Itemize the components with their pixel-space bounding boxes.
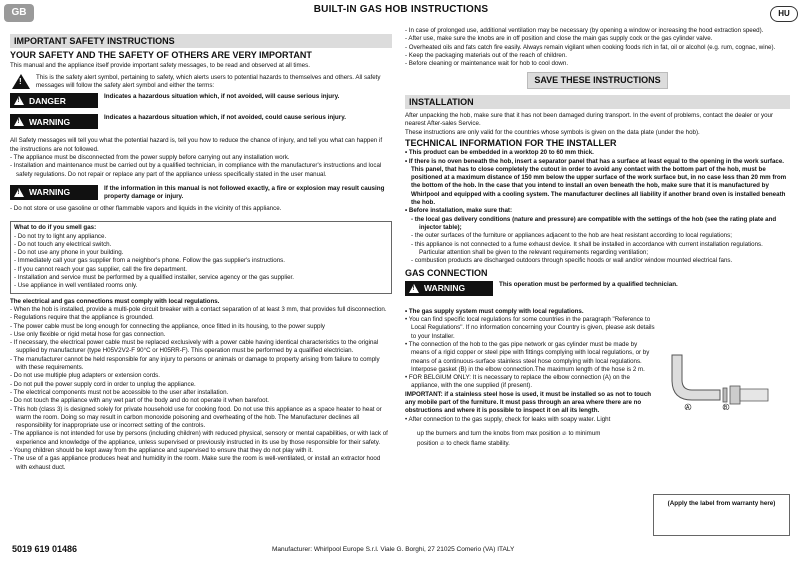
list-item-continued: to check flame stability. <box>446 440 510 448</box>
gas-smell-box <box>10 221 392 293</box>
installation-heading: INSTALLATION <box>405 95 790 109</box>
warranty-label-box: (Apply the label from warranty here) <box>653 494 790 536</box>
warning-fire-text: If the information in this manual is not followed exactly, a fire or explosion may result causing property damage or injury. <box>104 184 385 200</box>
list-item: - Overheated oils and fats catch fire easily. Always remain vigilant when cooking foods rich in fat, oil or alcohol (e.g. rum, cognac, wine). <box>405 43 776 51</box>
list-item: - Do not use multiple plug adapters or extension cords. <box>10 372 160 380</box>
list-item: - Installation and service must be performed by a qualified installer, service agency or the gas supplier. <box>14 274 294 282</box>
document-title: BUILT-IN GAS HOB INSTRUCTIONS <box>313 4 489 15</box>
list-item: - The manufacturer cannot be held responsible for any injury to persons or animals or damage to property arising from failure to comply with these requirements. <box>10 355 380 372</box>
list-item: - After use, make sure the knobs are in off position and close the main gas supply cock or the gas cylinder valve. <box>405 35 713 43</box>
list-item: - Do not use any phone in your building. <box>14 249 124 257</box>
electrical-heading: The electrical and gas connections must comply with local regulations. <box>10 297 220 305</box>
installation-text: After unpacking the hob, make sure that it has not been damaged during transport. In the event of problems, contact the dealer or your nearest After-sales Service. <box>405 112 774 128</box>
list-item: • After connection to the gas supply, check for leaks with soapy water. Light <box>405 415 611 423</box>
list-item: • You can find specific local regulations for some countries in the paragraph "Reference to Local Regulations". If no information concerning your Country is given, please ask details to your Installer. <box>405 316 655 340</box>
gas-fitting-diagram <box>660 350 770 410</box>
list-item-continued: up the burners and turn the knobs from max position <box>417 429 561 437</box>
list-item: - Installation and maintenance must be carried out by a qualified technician, in compliance with the manufacturer's instructions and local safety regulations. Do not repair or replace any part of the appliance unless specifically stated in the user manual. <box>10 162 382 178</box>
warning-triangle-icon: ! <box>409 284 419 293</box>
list-item: • Before installation, make sure that: <box>405 207 513 215</box>
gas-connection-title: GAS CONNECTION <box>405 268 488 279</box>
list-item: - Do not touch the appliance with any wet part of the body and do not operate it when barefoot. <box>10 397 270 405</box>
label-b: B <box>724 405 728 410</box>
intro-text: This manual and the appliance itself provide important safety messages, to be read and observed at all times. <box>10 61 310 69</box>
warning-label: WARNING <box>424 283 466 294</box>
warning-label-box <box>405 281 493 296</box>
alert-text: This is the safety alert symbol, pertaining to safety, which alerts users to potential hazards to themselves and others. All safety messages will follow the safety alert symbol and either the terms: <box>36 73 381 90</box>
list-item: - Keep the packaging materials out of the reach of children. <box>405 51 568 59</box>
flame-min-icon: 🔥︎ <box>440 440 445 448</box>
hose <box>740 389 768 401</box>
installation-text-2: These instructions are only valid for the countries whose symbols is given on the data plate (under the hob). <box>405 128 700 136</box>
danger-text: Indicates a hazardous situation which, if not avoided, will cause serious injury. <box>104 93 340 101</box>
list-item: - Do not pull the power supply cord in order to unplug the appliance. <box>10 380 196 388</box>
gas-box-title: What to do if you smell gas: <box>14 224 97 232</box>
danger-label-box <box>10 93 98 108</box>
list-item: • If there is no oven beneath the hob, insert a separator panel that has a surface at least equal to the opening in the work surface. This panel, that has to close completely the cutout in order to avoid any contact with the bottom part of the hob, must be positioned at a maximum distance of 150 mm below the upper surface of the work surface but, in no case less than 20 mm from the bottom of the hob. In the case that you intend to install an oven beneath the hob, make sure that it is manufactured by Whirlpool and equipped with a cooling system. The manufacturer declines all liability if another brand oven is installed beneath the hob. <box>405 157 787 207</box>
language-badge-gb: GB <box>4 4 34 22</box>
list-item: - In case of prolonged use, additional ventilation may be necessary (by opening a window or increasing the hood extraction speed). <box>405 27 764 34</box>
elbow-connection <box>672 355 720 400</box>
gasket <box>723 388 727 402</box>
list-item: - This hob (class 3) is designed solely for private household use for cooking food. Do not use this appliance as a space heater to heat or warm the room. Doing so may result in carbon monoxide poisoning and overheating of the hob. The Manufacturer declines all responsibility for inappropriate use or incorrect setting of the controls. <box>10 405 382 430</box>
list-item: - The use of a gas appliance produces heat and humidity in the room. Make sure the room is well-ventilated, or install an extractor hood with exhaust duct. <box>10 455 381 471</box>
important-note: IMPORTANT: if a stainless steel hose is used, it must be installed so as not to touch any mobile part of the furniture. It must pass through an area where there are no obstructions and where it is possible to inspect it on all its length. <box>405 390 652 415</box>
list-item: - the outer surfaces of the furniture or appliances adjacent to the hob are heat resistant according to local regulations; <box>411 232 732 240</box>
manufacturer-text: Manufacturer: Whirlpool Europe S.r.l. Viale G. Borghi, 27 21025 Comerio (VA) ITALY <box>272 546 515 553</box>
technical-info-title: TECHNICAL INFORMATION FOR THE INSTALLER <box>405 137 617 148</box>
list-item: • This product can be embedded in a worktop 20 to 60 mm thick. <box>405 149 594 157</box>
left-column <box>10 32 392 472</box>
list-item: - If you cannot reach your gas supplier, call the fire department. <box>14 265 187 273</box>
list-item: - Use appliance in well ventilated rooms only. <box>14 282 138 290</box>
hose-nut <box>730 386 740 404</box>
list-item: - the local gas delivery conditions (nature and pressure) are compatible with the settings of the hob (see the rating plate and injector table); <box>411 215 777 231</box>
warning-triangle-icon: ! <box>14 96 24 105</box>
danger-label: DANGER <box>29 95 66 106</box>
list-item: - Do not try to light any appliance. <box>14 232 107 240</box>
list-item: • FOR BELGIUM ONLY: It is necessary to replace the elbow connection (A) on the appliance, with the one supplied (if present). <box>405 374 630 390</box>
warning-label-box <box>10 114 98 129</box>
warning-label: WARNING <box>29 116 71 127</box>
safety-section-heading: IMPORTANT SAFETY INSTRUCTIONS <box>10 34 392 48</box>
flame-max-icon: 🔥︎ <box>562 429 567 437</box>
warning-triangle-icon: ! <box>14 117 24 126</box>
language-badge-hu: HU <box>770 6 798 22</box>
safety-title: YOUR SAFETY AND THE SAFETY OF OTHERS ARE VERY IMPORTANT <box>10 50 312 61</box>
all-messages-text: All Safety messages will tell you what the potential hazard is, tell you how to reduce the chance of injury, and tell you what can happen if the instructions are not followed. <box>10 137 383 153</box>
list-item: - Young children should be kept away from the appliance and supervised to ensure that they do not play with it. <box>10 446 314 454</box>
list-item: • The gas supply system must comply with local regulations. <box>405 307 584 315</box>
list-item: • The connection of the hob to the gas pipe network or gas cylinder must be made by means of a rigid copper or steel pipe with fittings complying with local regulations, or by means of a continuous-surface stainless steel hose complying with local regulations. Interpose gasket (B) in the elbow connection.The maximum length of the hose is 2 m. <box>405 340 650 373</box>
warning-technician-text: This operation must be performed by a qualified technician. <box>499 280 678 288</box>
safety-alert-icon: ! <box>12 74 30 89</box>
list-item: - Regulations require that the appliance is grounded. <box>10 314 154 322</box>
warning-label-box <box>10 185 98 200</box>
warning-label: WARNING <box>29 187 71 198</box>
list-item: - The appliance is not intended for use by persons (including children) with reduced physical, sensory or mental capabilities, or with lack of experience and knowledge of the appliance, unless supervised or previously instructed in its use by those responsible for their safety. <box>10 430 388 446</box>
list-item-continued: position <box>417 440 439 448</box>
list-item: - Do not touch any electrical switch. <box>14 240 112 248</box>
list-item: - Before cleaning or maintenance wait for hob to cool down. <box>405 60 569 68</box>
list-item: - The power cable must be long enough for connecting the appliance, once fitted in its housing, to the power supply <box>10 322 325 330</box>
list-item: - The appliance must be disconnected from the power supply before carrying out any installation work. <box>10 154 290 162</box>
warning-text: Indicates a hazardous situation which, if not avoided, could cause serious injury. <box>104 114 347 122</box>
list-item-continued: to minimum <box>568 429 601 437</box>
document-code: 5019 619 01486 <box>12 544 78 554</box>
list-item: - The electrical components must not be accessible to the user after installation. <box>10 388 229 396</box>
list-item: - Immediately call your gas supplier from a neighbor's phone. Follow the gas supplier's instructions. <box>14 257 285 265</box>
list-item: - combustion products are discharged outdoors through specific hoods or wall and/or window mounted electrical fans. <box>411 257 733 265</box>
warning-triangle-icon: ! <box>14 188 24 197</box>
list-item: - When the hob is installed, provide a multi-pole circuit breaker with a contact separation of at least 3 mm, that provides full disconnection. <box>10 305 387 313</box>
label-a: A <box>686 405 690 410</box>
list-item: - If necessary, the electrical power cable must be replaced exclusively with a power cable having identical characteristics to the original supplied by manufacturer (type H05V2V2-F 90°C or H05RR-F). This operation must be performed by a qualified electrician. <box>10 339 379 355</box>
save-instructions-banner: SAVE THESE INSTRUCTIONS <box>527 72 667 88</box>
list-item: - Do not store or use gasoline or other flammable vapors and liquids in the vicinity of this appliance. <box>10 204 282 212</box>
list-item: - Use only flexible or rigid metal hose for gas connection. <box>10 330 166 338</box>
list-item: - this appliance is not connected to a fume exhaust device. It shall be installed in accordance with current installation regulations. Particular attention shall be given to the relevant requirements regarding ventilation; <box>411 240 763 256</box>
